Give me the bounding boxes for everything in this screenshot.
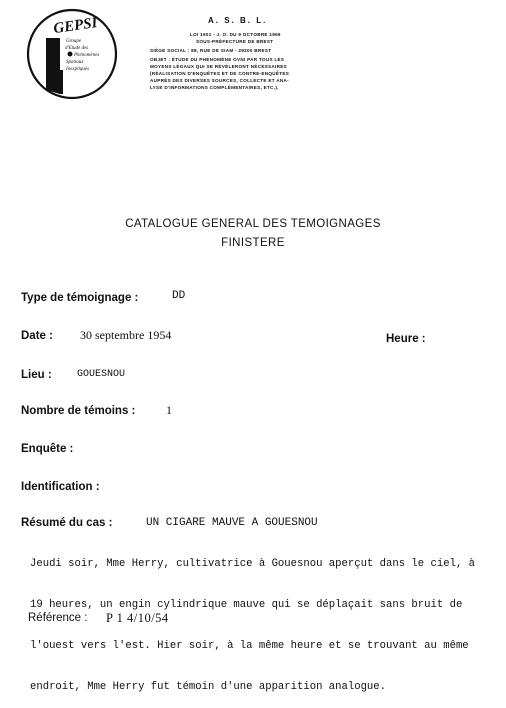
logo-subtitle-2: d'Etude des (65, 46, 89, 51)
catalogue-title: CATALOGUE GENERAL DES TEMOIGNAGES (125, 218, 381, 230)
association-status: A. S. B. L. (208, 16, 268, 25)
catalogue-region: FINISTERE (221, 237, 285, 249)
date-value: 30 septembre 1954 (80, 328, 172, 342)
lieu-value: GOUESNOU (77, 369, 126, 380)
logo-subtitle-4: Spatiaux (66, 60, 84, 65)
resume-line-3: l'ouest vers l'est. Hier soir, à la même heure et se trouvant au même (30, 639, 469, 652)
header-line-8: LYSE D'INFORMATIONS COMPLÉMENTAIRES, ETC.). (150, 85, 279, 90)
resume-line-4: endroit, Mme Herry fut témoin d'une apparition analogue. (30, 680, 387, 693)
logo-subtitle-5: Inexpliqués (66, 67, 90, 72)
reference-value: P 1 4/10/54 (106, 611, 169, 625)
gepsi-logo (26, 8, 118, 100)
lieu-label: Lieu : (21, 369, 52, 381)
header-line-2: SOUS-PRÉFECTURE DE BREST (196, 39, 274, 44)
logo-subtitle-1: Groupe (66, 39, 82, 44)
reference-label: Référence : (28, 612, 88, 624)
header-line-4: OBJET : ÉTUDE DU PHÉNOMÈNE OVNI PAR TOUS LES (150, 57, 285, 62)
identification-label: Identification : (21, 481, 100, 493)
resume-title: UN CIGARE MAUVE A GOUESNOU (146, 517, 318, 529)
resume-line-1: Jeudi soir, Mme Herry, cultivatrice à Gouesnou aperçut dans le ciel, à (30, 558, 476, 571)
logo-text: GEPSI (52, 15, 99, 38)
header-line-6: (RÉALISATION D'ENQUÊTES ET DE CONTRE-ENQUÊTES (150, 71, 290, 76)
enquete-label: Enquête : (21, 443, 74, 455)
resume-label: Résumé du cas : (21, 517, 113, 529)
header-line-5: MOYENS LÉGAUX QUI SE RÉVÉLERONT NÉCESSAIRES (150, 64, 287, 69)
logo-subtitle-3: Phénomènes (74, 53, 100, 58)
type-value: DD (172, 290, 186, 302)
type-label: Type de témoignage : (21, 292, 139, 304)
temoins-label: Nombre de témoins : (21, 405, 136, 417)
header-line-7: AUPRÈS DES DIVERSES SOURCES, COLLECTE ET ANA- (150, 78, 289, 83)
resume-line-2: 19 heures, un engin cylindrique mauve qui se déplaçait sans bruit de (30, 598, 463, 611)
heure-label: Heure : (386, 333, 426, 345)
header-line-1: LOI 1901 - J. O. DU 9 OCTOBRE 1969 (190, 32, 281, 37)
date-label: Date : (21, 330, 53, 342)
temoins-value: 1 (166, 403, 172, 417)
resume-text (30, 531, 500, 708)
header-line-3: SIÈGE SOCIAL : 88, RUE DE SIAM - 29200 BREST (150, 48, 272, 53)
